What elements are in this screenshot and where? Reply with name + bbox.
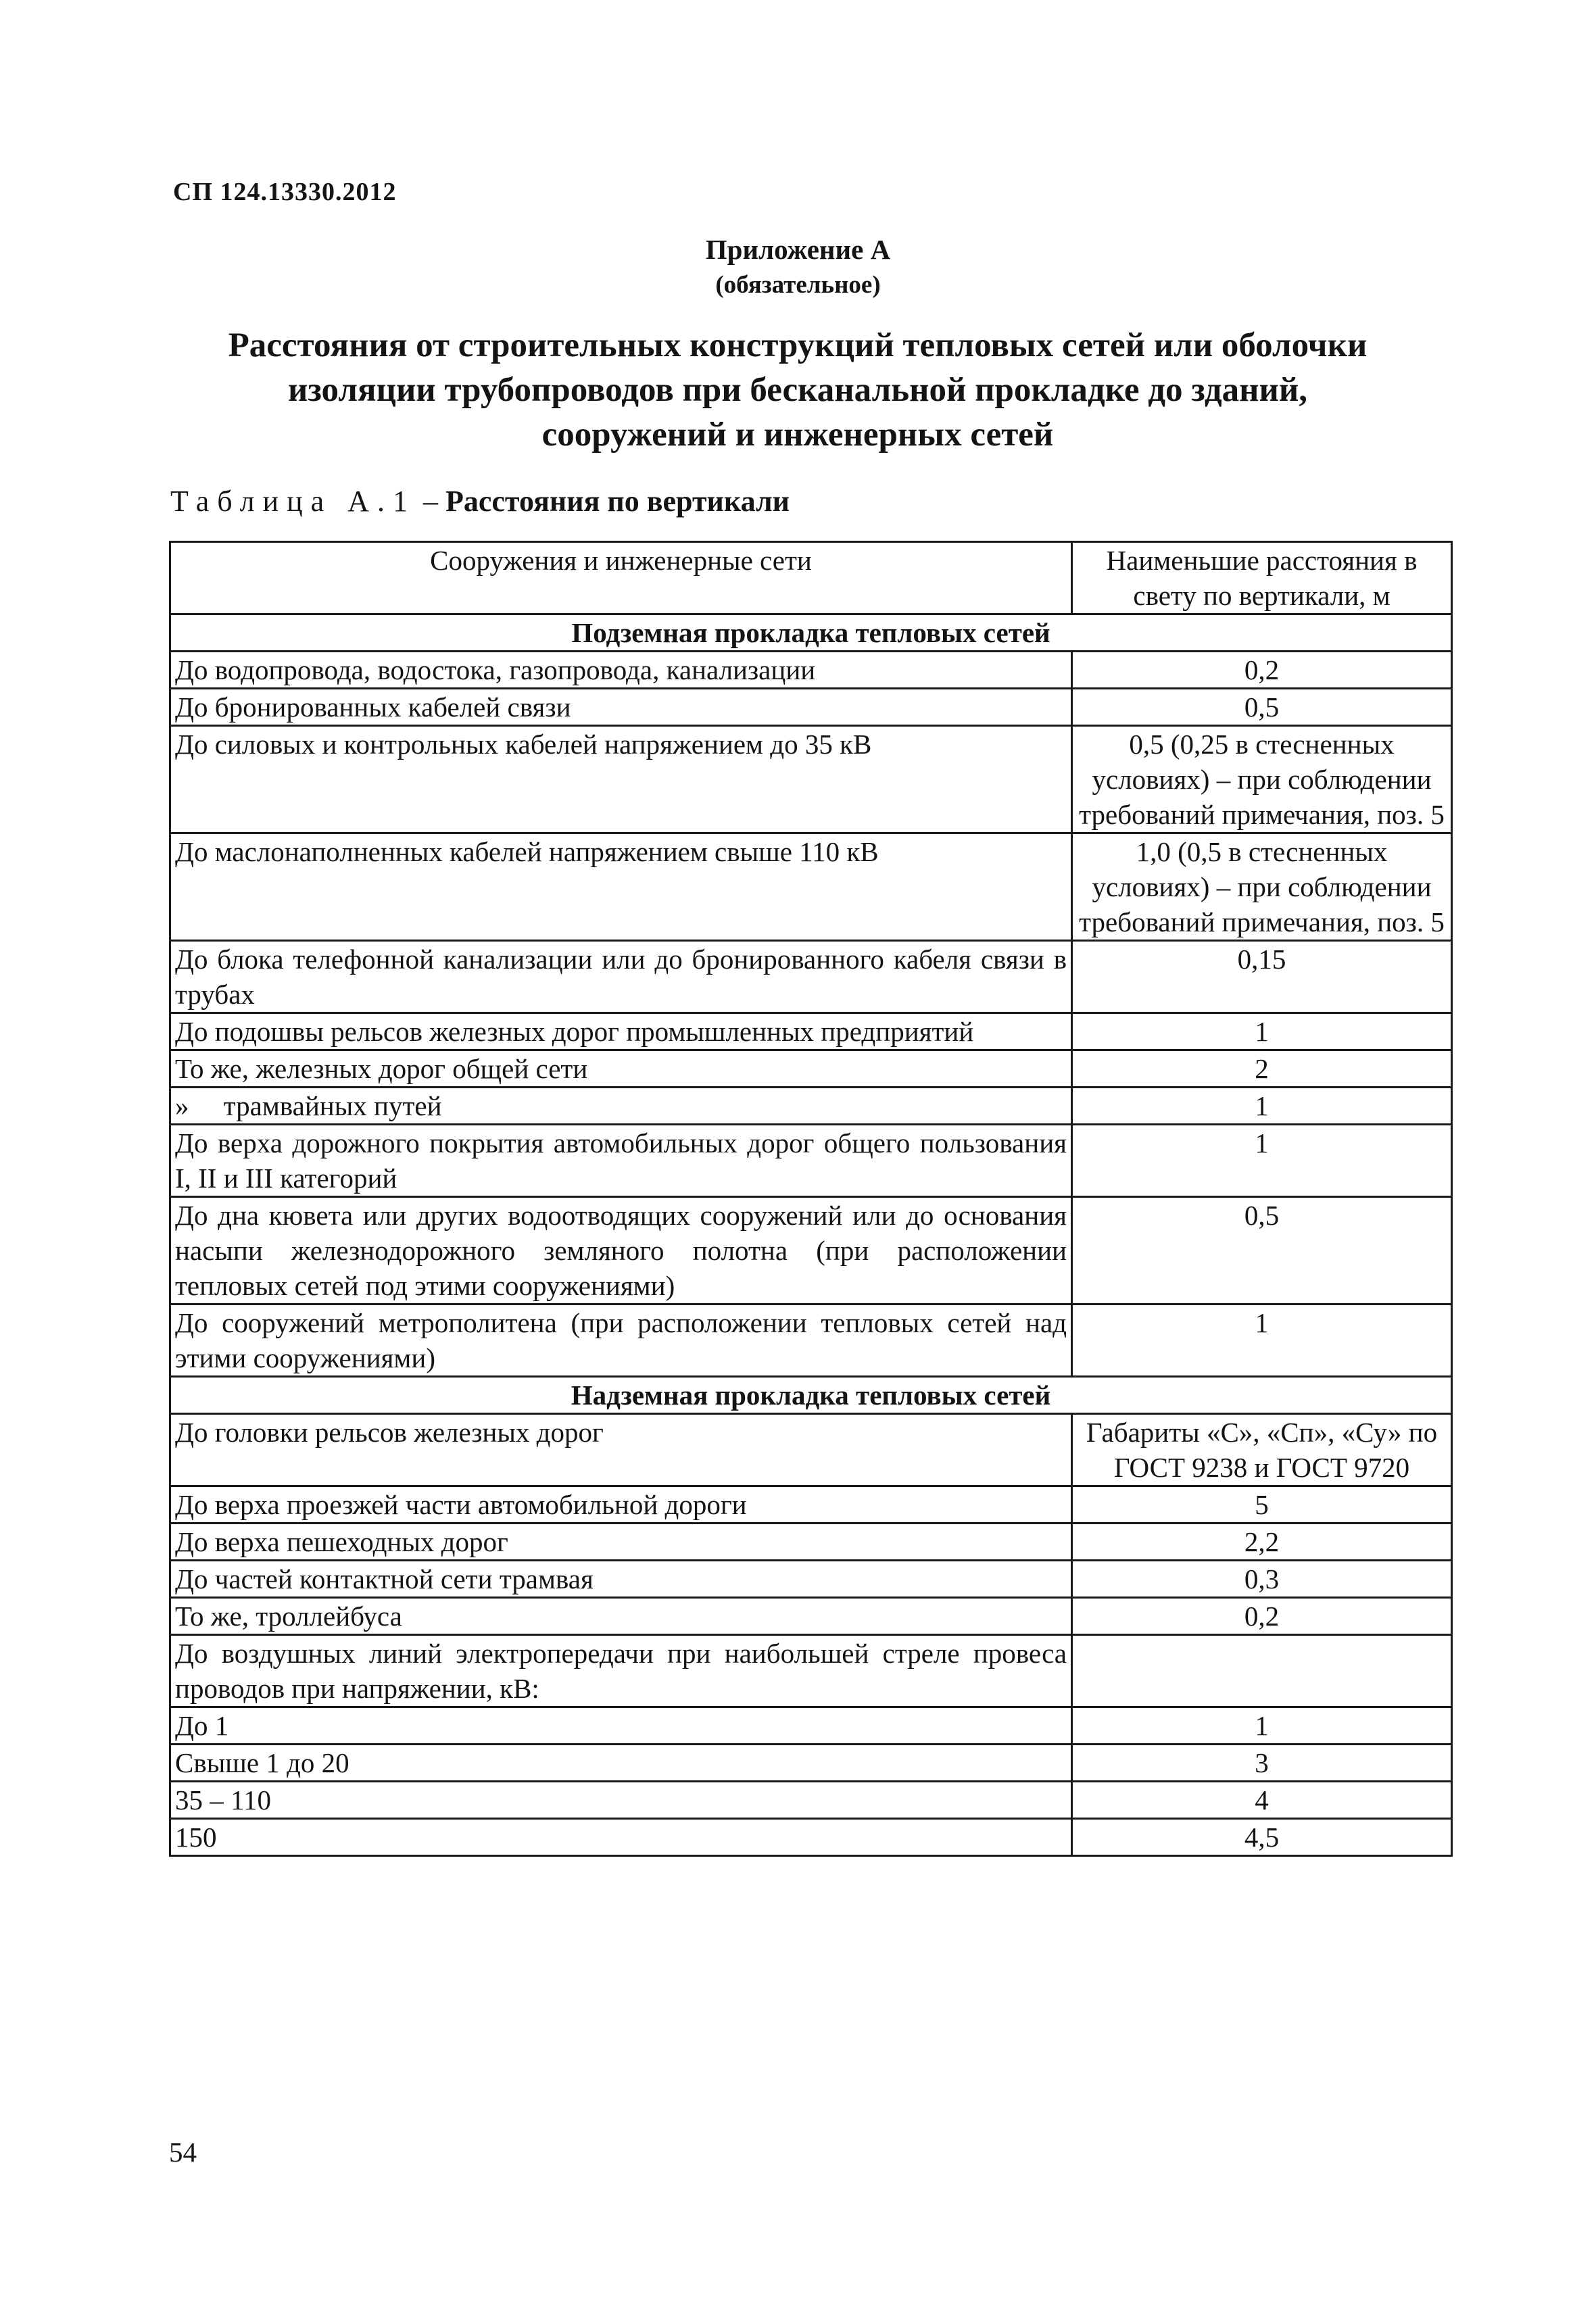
column-header-structures: Сооружения и инженерные сети (170, 542, 1072, 614)
row-distance: 1 (1072, 1305, 1452, 1377)
section-title-underground: Подземная прокладка тепловых сетей (170, 614, 1452, 652)
table-row (170, 689, 1452, 726)
row-distance: 1,0 (0,5 в стесненных условиях) – при соблюдении требований примечания, поз. 5 (1072, 833, 1452, 941)
row-structure: То же, железных дорог общей сети (170, 1050, 1072, 1088)
table-caption-title: Расстояния по вертикали (445, 485, 790, 518)
row-distance: 0,15 (1072, 941, 1452, 1013)
table-row (170, 1197, 1452, 1305)
table-row (170, 1598, 1452, 1635)
table-row (170, 1088, 1452, 1125)
row-structure: Свыше 1 до 20 (170, 1745, 1072, 1782)
section-row-underground (170, 614, 1452, 652)
distances-table (169, 541, 1453, 1857)
section-row-overground (170, 1377, 1452, 1414)
section-title-line: сооружений и инженерных сетей (541, 416, 1054, 454)
row-structure: До силовых и контрольных кабелей напряжением до 35 кВ (170, 726, 1072, 833)
table-row (170, 1305, 1452, 1377)
table-row (170, 833, 1452, 941)
row-structure: До головки рельсов железных дорог (170, 1414, 1072, 1486)
row-distance (1072, 1635, 1452, 1707)
row-structure: До маслонаполненных кабелей напряжением свыше 110 кВ (170, 833, 1072, 941)
column-header-distance: Наименьшие расстояния в свету по вертикали, м (1072, 542, 1452, 614)
document-code: СП 124.13330.2012 (173, 178, 397, 206)
row-distance: 4 (1072, 1782, 1452, 1819)
table-caption-dash: – (422, 485, 438, 518)
row-distance: 0,5 (1072, 689, 1452, 726)
row-structure: 35 – 110 (170, 1782, 1072, 1819)
row-structure: До частей контактной сети трамвая (170, 1561, 1072, 1598)
table-row (170, 1050, 1452, 1088)
row-distance: 1 (1072, 1088, 1452, 1125)
row-structure: » трамвайных путей (170, 1088, 1072, 1125)
table-row (170, 941, 1452, 1013)
table-caption-label: Таблица А.1 (170, 485, 416, 518)
row-distance: 0,5 (0,25 в стесненных условиях) – при соблюдении требований примечания, поз. 5 (1072, 726, 1452, 833)
table-row (170, 726, 1452, 833)
table-row (170, 1524, 1452, 1561)
row-distance: 4,5 (1072, 1819, 1452, 1856)
row-structure: То же, троллейбуса (170, 1598, 1072, 1635)
row-structure: До блока телефонной канализации или до бронированного кабеля связи в трубах (170, 941, 1072, 1013)
row-distance: 1 (1072, 1013, 1452, 1050)
row-structure: До сооружений метрополитена (при расположении тепловых сетей над этими сооружениями) (170, 1305, 1072, 1377)
table-row (170, 1745, 1452, 1782)
table-row (170, 652, 1452, 689)
table-row (170, 1013, 1452, 1050)
row-structure: До подошвы рельсов железных дорог промышленных предприятий (170, 1013, 1072, 1050)
row-structure: До верха проезжей части автомобильной дороги (170, 1486, 1072, 1524)
row-distance: 2,2 (1072, 1524, 1452, 1561)
row-distance: 3 (1072, 1745, 1452, 1782)
row-structure: 150 (170, 1819, 1072, 1856)
appendix-status: (обязательное) (715, 271, 881, 299)
row-structure: До дна кювета или других водоотводящих сооружений или до основания насыпи железнодорожного земляного полотна (при расположении тепловых сетей под этими сооружениями) (170, 1197, 1072, 1305)
page-number: 54 (169, 2137, 197, 2168)
table-row (170, 1414, 1452, 1486)
table-row (170, 1486, 1452, 1524)
row-distance: 0,2 (1072, 652, 1452, 689)
row-distance: 0,2 (1072, 1598, 1452, 1635)
table-row (170, 1707, 1452, 1745)
table-row (170, 1635, 1452, 1707)
row-distance: 0,3 (1072, 1561, 1452, 1598)
row-structure: До бронированных кабелей связи (170, 689, 1072, 726)
table-header-row (170, 542, 1452, 614)
row-distance: 0,5 (1072, 1197, 1452, 1305)
table-caption (170, 484, 790, 518)
row-distance: 5 (1072, 1486, 1452, 1524)
table-row (170, 1819, 1452, 1856)
row-distance: 2 (1072, 1050, 1452, 1088)
section-title (122, 323, 1474, 457)
section-title-line: изоляции трубопроводов при бесканальной прокладке до зданий, (287, 371, 1308, 409)
row-structure: До водопровода, водостока, газопровода, канализации (170, 652, 1072, 689)
row-structure: До воздушных линий электропередачи при наибольшей стреле провеса проводов при напряжении, кВ: (170, 1635, 1072, 1707)
appendix-title: Приложение А (705, 234, 891, 265)
section-title-line: Расстояния от строительных конструкций тепловых сетей или оболочки (228, 326, 1368, 364)
table-row (170, 1125, 1452, 1197)
section-title-overground: Надземная прокладка тепловых сетей (170, 1377, 1452, 1414)
row-distance: Габариты «С», «Сп», «Су» по ГОСТ 9238 и ГОСТ 9720 (1072, 1414, 1452, 1486)
row-structure: До 1 (170, 1707, 1072, 1745)
row-distance: 1 (1072, 1707, 1452, 1745)
row-structure: До верха дорожного покрытия автомобильных дорог общего пользования I, II и III категорий (170, 1125, 1072, 1197)
row-distance: 1 (1072, 1125, 1452, 1197)
table-row (170, 1561, 1452, 1598)
row-structure: До верха пешеходных дорог (170, 1524, 1072, 1561)
table-row (170, 1782, 1452, 1819)
